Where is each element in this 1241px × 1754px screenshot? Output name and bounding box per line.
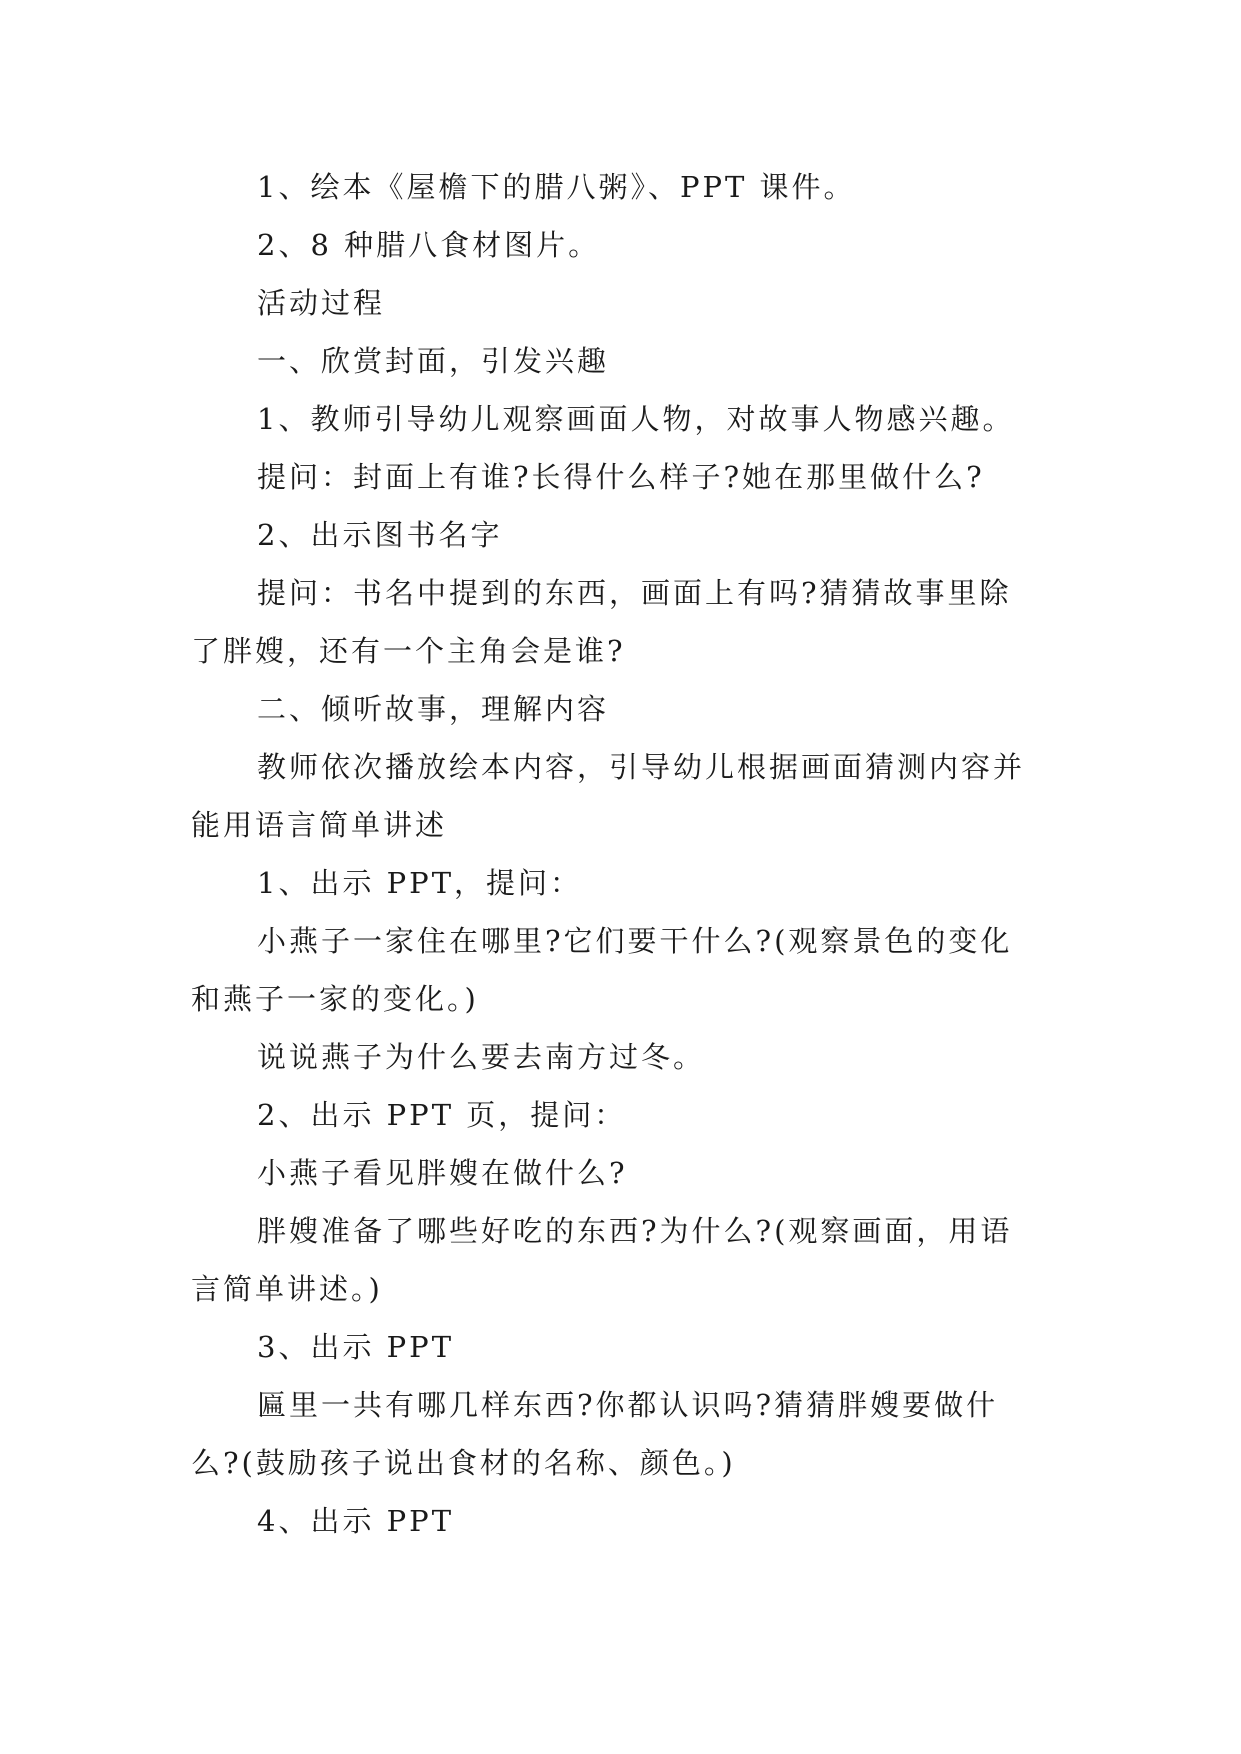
paragraph-2-intro-line-1: 教师依次播放绘本内容，引导幼儿根据画面猜测内容并	[257, 750, 1026, 784]
question-2-3-line-2: 么?(鼓励孩子说出食材的名称、颜色。)	[191, 1446, 736, 1480]
step-1-2: 2、出示图书名字	[257, 518, 503, 552]
question-2-2: 小燕子看见胖嫂在做什么?	[257, 1156, 628, 1190]
material-item-1: 1、绘本《屋檐下的腊八粥》、PPT 课件。	[257, 170, 856, 204]
question-1-1: 提问：封面上有谁?长得什么样子?她在那里做什么?	[257, 460, 985, 494]
section-heading-part-2: 二、倾听故事，理解内容	[257, 692, 610, 726]
question-1-2-line-2: 了胖嫂，还有一个主角会是谁?	[191, 634, 626, 668]
step-2-2: 2、出示 PPT 页，提问：	[257, 1098, 627, 1132]
section-heading-part-1: 一、欣赏封面，引发兴趣	[257, 344, 610, 378]
step-2-4: 4、出示 PPT	[257, 1504, 455, 1538]
question-2-1-line-2: 和燕子一家的变化。)	[191, 982, 479, 1016]
question-2-1-followup: 说说燕子为什么要去南方过冬。	[257, 1040, 706, 1074]
step-2-3: 3、出示 PPT	[257, 1330, 455, 1364]
question-2-3-line-1: 匾里一共有哪几样东西?你都认识吗?猜猜胖嫂要做什	[257, 1388, 999, 1422]
section-heading-activity-process: 活动过程	[257, 286, 386, 320]
question-2-2-followup-line-2: 言简单讲述。)	[191, 1272, 383, 1306]
document-body	[191, 158, 1051, 1550]
paragraph-2-intro-line-2: 能用语言简单讲述	[191, 808, 448, 842]
step-2-1: 1、出示 PPT，提问：	[257, 866, 583, 900]
question-2-2-followup-line-1: 胖嫂准备了哪些好吃的东西?为什么?(观察画面，用语	[257, 1214, 1013, 1248]
question-2-1-line-1: 小燕子一家住在哪里?它们要干什么?(观察景色的变化	[257, 924, 1013, 958]
question-1-2-line-1: 提问：书名中提到的东西，画面上有吗?猜猜故事里除	[257, 576, 1012, 610]
material-item-2: 2、8 种腊八食材图片。	[257, 228, 601, 262]
step-1-1: 1、教师引导幼儿观察画面人物，对故事人物感兴趣。	[257, 402, 1015, 436]
